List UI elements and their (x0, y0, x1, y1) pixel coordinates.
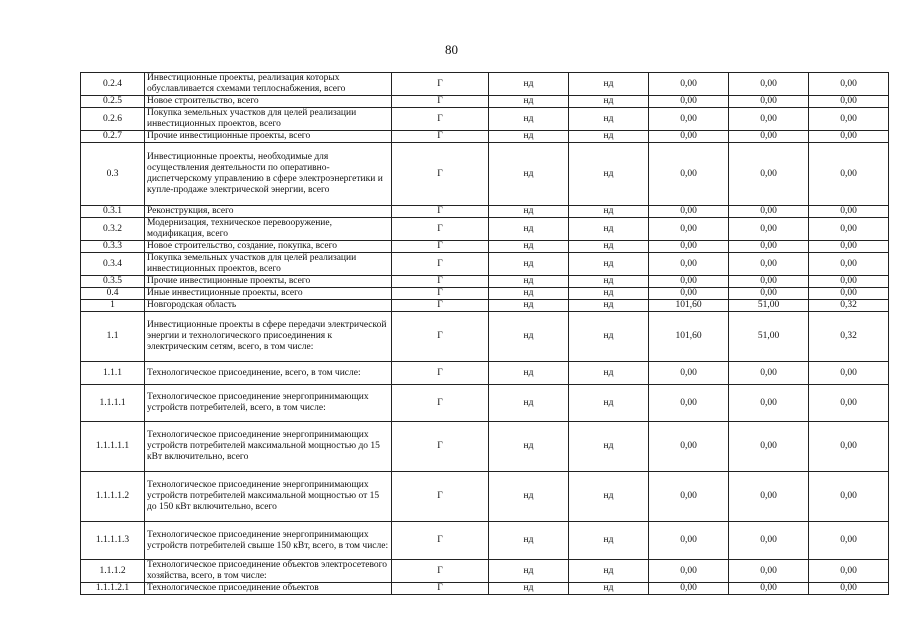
row-value1: 0,00 (649, 472, 729, 522)
row-type: Г (392, 362, 489, 385)
row-col1: нд (489, 288, 569, 300)
row-value3: 0,00 (809, 253, 889, 276)
row-value2: 0,00 (729, 73, 809, 96)
row-name: Прочие инвестиционные проекты, всего (145, 276, 392, 288)
row-value1: 0,00 (649, 583, 729, 595)
row-number: 0.4 (81, 288, 145, 300)
row-col1: нд (489, 362, 569, 385)
row-type: Г (392, 108, 489, 131)
table-row (81, 218, 889, 241)
table-row (81, 206, 889, 218)
row-value3: 0,00 (809, 241, 889, 253)
row-type: Г (392, 472, 489, 522)
row-col1: нд (489, 560, 569, 583)
row-value3: 0,00 (809, 362, 889, 385)
row-value2: 0,00 (729, 472, 809, 522)
investment-table (80, 72, 889, 595)
row-type: Г (392, 241, 489, 253)
row-value2: 0,00 (729, 218, 809, 241)
row-number: 0.3.5 (81, 276, 145, 288)
row-number: 0.3.3 (81, 241, 145, 253)
row-col2: нд (569, 522, 649, 560)
row-col2: нд (569, 143, 649, 206)
row-type: Г (392, 312, 489, 362)
row-col2: нд (569, 73, 649, 96)
row-number: 0.3.4 (81, 253, 145, 276)
row-value2: 0,00 (729, 583, 809, 595)
row-col1: нд (489, 253, 569, 276)
row-col1: нд (489, 96, 569, 108)
row-value2: 0,00 (729, 108, 809, 131)
row-number: 1 (81, 300, 145, 312)
row-value3: 0,00 (809, 288, 889, 300)
row-col2: нд (569, 241, 649, 253)
table-row (81, 108, 889, 131)
row-number: 1.1.1.1.1 (81, 422, 145, 472)
row-value3: 0,00 (809, 96, 889, 108)
row-number: 1.1.1 (81, 362, 145, 385)
row-value1: 0,00 (649, 422, 729, 472)
row-value1: 0,00 (649, 108, 729, 131)
row-col1: нд (489, 206, 569, 218)
row-value1: 101,60 (649, 300, 729, 312)
row-value3: 0,00 (809, 385, 889, 422)
table-row (81, 385, 889, 422)
row-name: Новое строительство, создание, покупка, всего (145, 241, 392, 253)
row-type: Г (392, 560, 489, 583)
row-number: 0.3.2 (81, 218, 145, 241)
row-col2: нд (569, 385, 649, 422)
row-name: Технологическое присоединение энергопринимающих устройств потребителей максимальной мощностью от 15 до 150 кВт включительно, всего (145, 472, 392, 522)
row-col1: нд (489, 422, 569, 472)
row-value2: 0,00 (729, 131, 809, 143)
row-value3: 0,32 (809, 300, 889, 312)
row-name: Технологическое присоединение энергопринимающих устройств потребителей, всего, в том числе: (145, 385, 392, 422)
table-row (81, 583, 889, 595)
row-value1: 0,00 (649, 522, 729, 560)
table-row (81, 73, 889, 96)
row-value2: 0,00 (729, 241, 809, 253)
row-value2: 0,00 (729, 560, 809, 583)
table-row (81, 96, 889, 108)
table-row (81, 312, 889, 362)
row-value1: 0,00 (649, 276, 729, 288)
row-col1: нд (489, 131, 569, 143)
table-row (81, 362, 889, 385)
row-col1: нд (489, 385, 569, 422)
row-name: Инвестиционные проекты, реализация которых обуславливается схемами теплоснабжения, всего (145, 73, 392, 96)
row-col2: нд (569, 583, 649, 595)
row-value2: 0,00 (729, 253, 809, 276)
row-value1: 0,00 (649, 73, 729, 96)
row-value2: 0,00 (729, 96, 809, 108)
row-col1: нд (489, 583, 569, 595)
row-value3: 0,00 (809, 560, 889, 583)
row-value1: 0,00 (649, 560, 729, 583)
row-col2: нд (569, 422, 649, 472)
row-value1: 0,00 (649, 385, 729, 422)
table-row (81, 560, 889, 583)
row-number: 1.1.1.1 (81, 385, 145, 422)
row-type: Г (392, 206, 489, 218)
row-value3: 0,00 (809, 218, 889, 241)
row-value3: 0,00 (809, 73, 889, 96)
row-value1: 0,00 (649, 253, 729, 276)
row-value2: 0,00 (729, 206, 809, 218)
table-row (81, 276, 889, 288)
row-number: 0.3 (81, 143, 145, 206)
row-name: Технологическое присоединение объектов (145, 583, 392, 595)
row-number: 1.1.1.1.2 (81, 472, 145, 522)
row-value1: 0,00 (649, 206, 729, 218)
row-col1: нд (489, 218, 569, 241)
row-value3: 0,00 (809, 143, 889, 206)
row-value2: 0,00 (729, 422, 809, 472)
row-col2: нд (569, 206, 649, 218)
row-number: 0.2.4 (81, 73, 145, 96)
row-value3: 0,00 (809, 472, 889, 522)
row-col1: нд (489, 312, 569, 362)
row-type: Г (392, 276, 489, 288)
row-col2: нд (569, 312, 649, 362)
row-name: Реконструкция, всего (145, 206, 392, 218)
row-value2: 0,00 (729, 385, 809, 422)
row-name: Новгородская область (145, 300, 392, 312)
row-col2: нд (569, 96, 649, 108)
row-value1: 0,00 (649, 288, 729, 300)
row-type: Г (392, 96, 489, 108)
row-value2: 0,00 (729, 288, 809, 300)
row-value2: 0,00 (729, 522, 809, 560)
row-col2: нд (569, 131, 649, 143)
row-col2: нд (569, 300, 649, 312)
row-col1: нд (489, 300, 569, 312)
table-row (81, 253, 889, 276)
row-col2: нд (569, 253, 649, 276)
row-value3: 0,00 (809, 206, 889, 218)
row-name: Технологическое присоединение энергопринимающих устройств потребителей максимальной мощностью до 15 кВт включительно, всего (145, 422, 392, 472)
row-value1: 0,00 (649, 96, 729, 108)
row-col2: нд (569, 362, 649, 385)
row-type: Г (392, 288, 489, 300)
row-value3: 0,32 (809, 312, 889, 362)
row-value3: 0,00 (809, 522, 889, 560)
row-type: Г (392, 583, 489, 595)
table-row (81, 422, 889, 472)
row-name: Прочие инвестиционные проекты, всего (145, 131, 392, 143)
row-type: Г (392, 300, 489, 312)
row-number: 0.2.6 (81, 108, 145, 131)
row-number: 1.1 (81, 312, 145, 362)
row-name: Инвестиционные проекты в сфере передачи электрической энергии и технологического присоединения к электрическим сетям, всего, в том числе: (145, 312, 392, 362)
row-value1: 0,00 (649, 241, 729, 253)
row-type: Г (392, 143, 489, 206)
row-number: 1.1.1.2 (81, 560, 145, 583)
row-type: Г (392, 253, 489, 276)
row-col2: нд (569, 560, 649, 583)
row-col2: нд (569, 218, 649, 241)
row-name: Модернизация, техническое перевооружение, модификация, всего (145, 218, 392, 241)
table-row (81, 143, 889, 206)
row-value2: 0,00 (729, 143, 809, 206)
row-name: Иные инвестиционные проекты, всего (145, 288, 392, 300)
row-col1: нд (489, 522, 569, 560)
row-col1: нд (489, 108, 569, 131)
row-col1: нд (489, 472, 569, 522)
row-number: 1.1.1.1.3 (81, 522, 145, 560)
row-number: 0.2.7 (81, 131, 145, 143)
row-value1: 0,00 (649, 131, 729, 143)
table-row (81, 288, 889, 300)
row-type: Г (392, 385, 489, 422)
row-number: 0.2.5 (81, 96, 145, 108)
table-body (81, 73, 889, 595)
row-number: 1.1.1.2.1 (81, 583, 145, 595)
table-row (81, 472, 889, 522)
row-name: Технологическое присоединение объектов электросетевого хозяйства, всего, в том числе: (145, 560, 392, 583)
row-type: Г (392, 218, 489, 241)
row-value2: 51,00 (729, 312, 809, 362)
row-col1: нд (489, 276, 569, 288)
row-name: Новое строительство, всего (145, 96, 392, 108)
row-value2: 51,00 (729, 300, 809, 312)
table-row (81, 131, 889, 143)
row-col2: нд (569, 108, 649, 131)
row-name: Технологическое присоединение, всего, в том числе: (145, 362, 392, 385)
row-col1: нд (489, 143, 569, 206)
row-value2: 0,00 (729, 276, 809, 288)
row-value1: 0,00 (649, 143, 729, 206)
row-value3: 0,00 (809, 422, 889, 472)
row-col1: нд (489, 73, 569, 96)
row-value1: 0,00 (649, 218, 729, 241)
row-name: Технологическое присоединение энергопринимающих устройств потребителей свыше 150 кВт, всего, в том числе: (145, 522, 392, 560)
row-type: Г (392, 422, 489, 472)
row-value3: 0,00 (809, 276, 889, 288)
row-col2: нд (569, 288, 649, 300)
row-number: 0.3.1 (81, 206, 145, 218)
row-value3: 0,00 (809, 131, 889, 143)
row-name: Инвестиционные проекты, необходимые для осуществления деятельности по оперативно-диспетчерскому управлению в сфере электроэнергетики и купле-продаже электрической энергии, всего (145, 143, 392, 206)
row-col2: нд (569, 472, 649, 522)
row-col2: нд (569, 276, 649, 288)
table-row (81, 241, 889, 253)
row-value3: 0,00 (809, 108, 889, 131)
row-type: Г (392, 131, 489, 143)
row-name: Покупка земельных участков для целей реализации инвестиционных проектов, всего (145, 108, 392, 131)
row-value3: 0,00 (809, 583, 889, 595)
table-row (81, 522, 889, 560)
table-row (81, 300, 889, 312)
row-type: Г (392, 73, 489, 96)
page-number: 80 (445, 42, 458, 57)
row-value1: 0,00 (649, 362, 729, 385)
row-type: Г (392, 522, 489, 560)
row-name: Покупка земельных участков для целей реализации инвестиционных проектов, всего (145, 253, 392, 276)
row-col1: нд (489, 241, 569, 253)
row-value2: 0,00 (729, 362, 809, 385)
row-value1: 101,60 (649, 312, 729, 362)
